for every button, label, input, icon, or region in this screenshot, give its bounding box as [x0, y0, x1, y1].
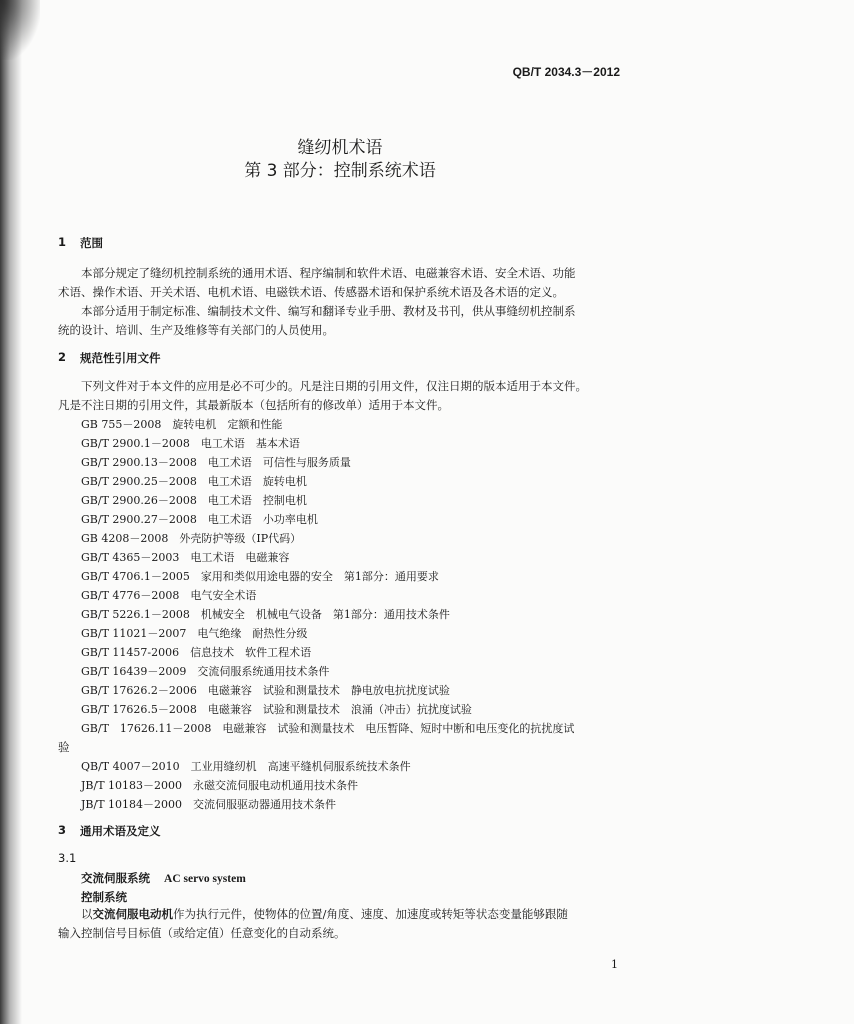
- section-3-number: 3: [58, 823, 67, 837]
- reference-item: GB/T 4365－2003 电工术语 电磁兼容: [81, 551, 290, 564]
- reference-item-wrap: 验: [58, 740, 70, 754]
- section-1-number: 1: [58, 235, 67, 249]
- reference-item: QB/T 4007－2010 工业用缝纫机 高速平缝机伺服系统技术条件: [81, 760, 411, 773]
- definition-rest: 作为执行元件，使物体的位置/角度、速度、加速度或转矩等状态变量能够跟随: [173, 907, 568, 921]
- reference-item: GB/T 16439－2009 交流伺服系统通用技术条件: [81, 665, 330, 678]
- scan-shadow-corner: [0, 0, 40, 60]
- standard-code: QB/T 2034.3－2012: [512, 65, 620, 79]
- section-1-heading: 范围: [80, 236, 103, 250]
- term-synonym: 控制系统: [81, 890, 127, 904]
- reference-item: JB/T 10183－2000 永磁交流伺服电动机通用技术条件: [81, 779, 359, 792]
- reference-item: GB/T 2900.26－2008 电工术语 控制电机: [81, 494, 307, 507]
- reference-item: GB/T 17626.5－2008 电磁兼容 试验和测量技术 浪涌（冲击）抗扰度试验: [81, 703, 472, 716]
- reference-item: GB/T 5226.1－2008 机械安全 机械电气设备 第1部分：通用技术条件: [81, 608, 450, 621]
- section-1-para1-line2: 术语、操作术语、开关术语、电机术语、电磁铁术语、传感器术语和保护系统术语及各术语的定义。: [58, 285, 564, 299]
- scan-shadow-edge: [0, 0, 22, 1024]
- reference-item: GB/T 2900.1－2008 电工术语 基本术语: [81, 437, 300, 450]
- reference-item: GB/T 2900.27－2008 电工术语 小功率电机: [81, 513, 318, 526]
- reference-item: GB/T 2900.13－2008 电工术语 可信性与服务质量: [81, 456, 351, 469]
- reference-item: GB/T 17626.2－2006 电磁兼容 试验和测量技术 静电放电抗扰度试验: [81, 684, 450, 697]
- reference-item: GB 755－2008 旋转电机 定额和性能: [81, 418, 283, 431]
- reference-item: JB/T 10184－2000 交流伺服驱动器通用技术条件: [81, 798, 337, 811]
- reference-item: GB/T 4776－2008 电气安全术语: [81, 589, 257, 602]
- section-1-para2-line1: 本部分适用于制定标准、编制技术文件、编写和翻译专业手册、教材及书刊，供从事缝纫机控制系: [81, 304, 576, 318]
- section-2-intro-line1: 下列文件对于本文件的应用是必不可少的。凡是注日期的引用文件，仅注日期的版本适用于本文件。: [81, 379, 587, 393]
- section-1-para1-line1: 本部分规定了缝纫机控制系统的通用术语、程序编制和软件术语、电磁兼容术语、安全术语、功能: [81, 266, 576, 280]
- subsection-number: 3.1: [58, 851, 77, 865]
- document-title: 缝纫机术语: [297, 138, 383, 158]
- term-chinese: 交流伺服系统: [81, 871, 150, 885]
- definition-prefix: 以: [81, 907, 93, 921]
- section-3-heading: 通用术语及定义: [80, 824, 161, 838]
- term-definition-line2: 输入控制信号目标值（或给定值）任意变化的自动系统。: [58, 926, 346, 940]
- section-2-intro-line2: 凡是不注日期的引用文件，其最新版本（包括所有的修改单）适用于本文件。: [58, 398, 449, 412]
- term-heading: [81, 870, 246, 886]
- reference-item: GB/T 11457-2006 信息技术 软件工程术语: [81, 646, 312, 659]
- document-subtitle: 第 3 部分：控制系统术语: [244, 161, 436, 181]
- reference-item: GB/T 11021－2007 电气绝缘 耐热性分级: [81, 627, 308, 640]
- section-2-heading: 规范性引用文件: [80, 351, 161, 365]
- reference-item: GB/T 4706.1－2005 家用和类似用途电器的安全 第1部分：通用要求: [81, 570, 439, 583]
- reference-item: GB/T 2900.25－2008 电工术语 旋转电机: [81, 475, 307, 488]
- section-2-number: 2: [58, 350, 67, 364]
- reference-item: GB/T 17626.11－2008 电磁兼容 试验和测量技术 电压暂降、短时中断和电压变化的抗扰度试: [81, 722, 575, 735]
- section-1-para2-line2: 统的设计、培训、生产及维修等有关部门的人员使用。: [58, 323, 334, 337]
- page-number: 1: [611, 958, 618, 971]
- term-definition-line1: [81, 905, 568, 924]
- definition-bold-term: 交流伺服电动机: [92, 907, 173, 921]
- term-english: AC servo system: [164, 873, 246, 885]
- reference-item: GB 4208－2008 外壳防护等级（IP代码）: [81, 532, 302, 545]
